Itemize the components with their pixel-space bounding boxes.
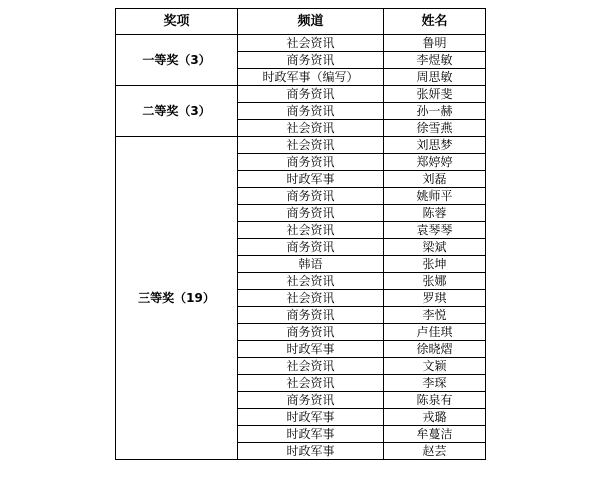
channel-cell: 社会资讯 bbox=[238, 358, 384, 375]
channel-cell: 社会资讯 bbox=[238, 273, 384, 290]
table-row bbox=[116, 137, 486, 154]
name-cell: 刘思梦 bbox=[384, 137, 486, 154]
channel-cell: 社会资讯 bbox=[238, 222, 384, 239]
name-cell: 赵芸 bbox=[384, 443, 486, 460]
name-cell: 罗琪 bbox=[384, 290, 486, 307]
name-cell: 李悦 bbox=[384, 307, 486, 324]
name-cell: 张坤 bbox=[384, 256, 486, 273]
channel-cell: 商务资讯 bbox=[238, 307, 384, 324]
name-cell: 陈蓉 bbox=[384, 205, 486, 222]
header-channel: 频道 bbox=[238, 9, 384, 35]
name-cell: 刘磊 bbox=[384, 171, 486, 188]
channel-cell: 商务资讯 bbox=[238, 52, 384, 69]
channel-cell: 商务资讯 bbox=[238, 324, 384, 341]
header-name: 姓名 bbox=[384, 9, 486, 35]
award-level-cell: 三等奖（19） bbox=[116, 137, 238, 460]
award-level-cell: 一等奖（3） bbox=[116, 35, 238, 86]
channel-cell: 时政军事 bbox=[238, 409, 384, 426]
channel-cell: 时政军事（编写） bbox=[238, 69, 384, 86]
name-cell: 鲁明 bbox=[384, 35, 486, 52]
channel-cell: 韩语 bbox=[238, 256, 384, 273]
name-cell: 姚师平 bbox=[384, 188, 486, 205]
channel-cell: 商务资讯 bbox=[238, 188, 384, 205]
channel-cell: 时政军事 bbox=[238, 426, 384, 443]
name-cell: 卢佳琪 bbox=[384, 324, 486, 341]
name-cell: 梁斌 bbox=[384, 239, 486, 256]
channel-cell: 时政军事 bbox=[238, 171, 384, 188]
name-cell: 李琛 bbox=[384, 375, 486, 392]
channel-cell: 社会资讯 bbox=[238, 290, 384, 307]
name-cell: 郑婷婷 bbox=[384, 154, 486, 171]
name-cell: 牟蔓洁 bbox=[384, 426, 486, 443]
name-cell: 徐晓熠 bbox=[384, 341, 486, 358]
channel-cell: 商务资讯 bbox=[238, 86, 384, 103]
award-level-cell: 二等奖（3） bbox=[116, 86, 238, 137]
channel-cell: 商务资讯 bbox=[238, 205, 384, 222]
name-cell: 周思敏 bbox=[384, 69, 486, 86]
table-row bbox=[116, 35, 486, 52]
name-cell: 张妍斐 bbox=[384, 86, 486, 103]
name-cell: 陈泉有 bbox=[384, 392, 486, 409]
table-row bbox=[116, 86, 486, 103]
channel-cell: 商务资讯 bbox=[238, 154, 384, 171]
channel-cell: 社会资讯 bbox=[238, 375, 384, 392]
channel-cell: 商务资讯 bbox=[238, 392, 384, 409]
channel-cell: 社会资讯 bbox=[238, 35, 384, 52]
table-header bbox=[116, 9, 486, 35]
name-cell: 孙一赫 bbox=[384, 103, 486, 120]
name-cell: 戎璐 bbox=[384, 409, 486, 426]
table-body bbox=[116, 35, 486, 460]
name-cell: 张娜 bbox=[384, 273, 486, 290]
channel-cell: 时政军事 bbox=[238, 443, 384, 460]
name-cell: 徐雪燕 bbox=[384, 120, 486, 137]
award-table bbox=[115, 8, 486, 460]
name-cell: 袁琴琴 bbox=[384, 222, 486, 239]
header-row bbox=[116, 9, 486, 35]
channel-cell: 商务资讯 bbox=[238, 103, 384, 120]
channel-cell: 社会资讯 bbox=[238, 137, 384, 154]
name-cell: 文颖 bbox=[384, 358, 486, 375]
channel-cell: 社会资讯 bbox=[238, 120, 384, 137]
channel-cell: 商务资讯 bbox=[238, 239, 384, 256]
header-award: 奖项 bbox=[116, 9, 238, 35]
name-cell: 李煜敏 bbox=[384, 52, 486, 69]
channel-cell: 时政军事 bbox=[238, 341, 384, 358]
